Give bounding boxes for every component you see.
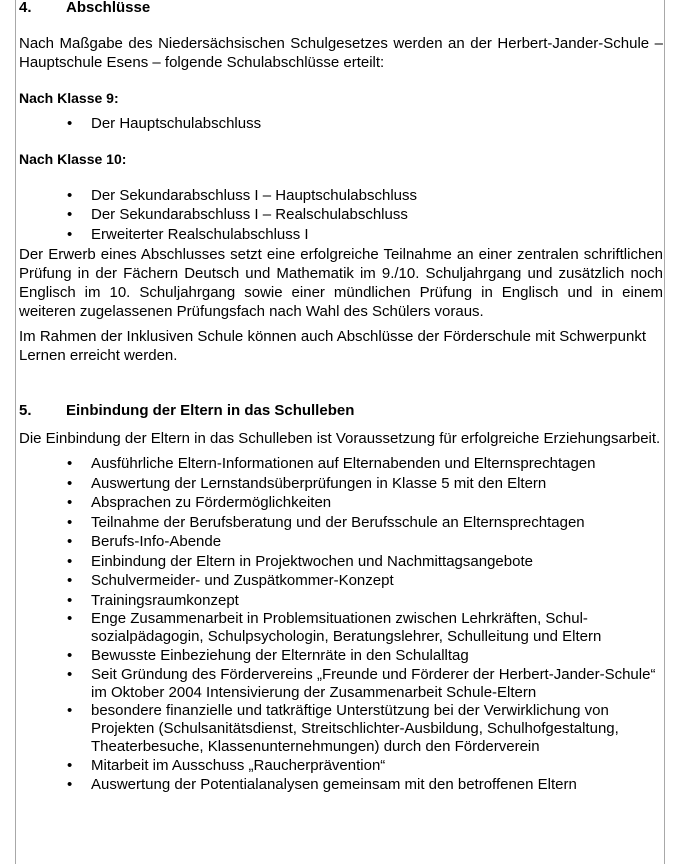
list-item: • besondere finanzielle und tatkräftige Unterstützung bei der Verwirklichung von Projekten (Schulsanitätsdienst, Streitschlichter-Ausbildung, Schulhofgestaltung, Theaterbesuche, Klassenunternehmungen) durch den Förderverein — [19, 702, 663, 756]
list-item: • Teilnahme der Berufsberatung und der Berufsschule an Elternsprechtagen — [19, 513, 663, 533]
klasse-9-list — [19, 114, 663, 134]
section-4-intro: Nach Maßgabe des Niedersächsischen Schulgesetzes werden an der Herbert-Jander-Schule – Hauptschule Esens – folgende Schulabschlüsse erteilt: — [19, 35, 663, 71]
list-item: • Der Sekundarabschluss I – Realschulabschluss — [19, 205, 663, 225]
list-item: • Der Hauptschulabschluss — [19, 114, 663, 134]
section-5-heading — [19, 401, 663, 420]
list-item: • Seit Gründung des Fördervereins „Freunde und Förderer der Herbert-Jander-Schule“ im Oktober 2004 Intensivierung der Zusammenarbeit Schule-Eltern — [19, 666, 663, 702]
section-5-intro: Die Einbindung der Eltern in das Schulleben ist Voraussetzung für erfolgreiche Erziehungsarbeit. — [19, 430, 661, 447]
parent-involvement-list — [19, 454, 663, 795]
klasse-10-list — [19, 186, 663, 245]
list-item: • Berufs-Info-Abende — [19, 532, 663, 552]
list-item: • Bewusste Einbeziehung der Elternräte in den Schulalltag — [19, 646, 663, 666]
klasse-10-label: Nach Klasse 10: — [19, 150, 127, 167]
section-4-paragraph-exam: Der Erwerb eines Abschlusses setzt eine erfolgreiche Teilnahme an einer zentralen schriftlichen Prüfung in der Fächern Deutsch und Mathematik im 9./10. Schuljahrgang und zusätzlich noch Englisch im 10. Schuljahrgang sowie einer mündlichen Prüfung in Englisch und in einem weiteren zugelassenen Prüfungsfach nach Wahl des Schülers voraus. — [19, 246, 663, 320]
list-item: • Mitarbeit im Ausschuss „Raucherprävention“ — [19, 756, 663, 776]
list-item: • Enge Zusammenarbeit in Problemsituationen zwischen Lehrkräften, Schul-sozialpädagogin, Schulpsychologin, Beratungslehrer, Schulleitung und Eltern — [19, 610, 663, 646]
section-4-paragraph-inclusion: Im Rahmen der Inklusiven Schule können auch Abschlüsse der Förderschule mit Schwerpunkt Lernen erreicht werden. — [19, 328, 646, 364]
list-item: • Einbindung der Eltern in Projektwochen und Nachmittagsangebote — [19, 552, 663, 572]
section-4-title: Abschlüsse — [66, 0, 151, 16]
list-item: • Auswertung der Lernstandsüberprüfungen in Klasse 5 mit den Eltern — [19, 474, 663, 494]
list-item: • Auswertung der Potentialanalysen gemeinsam mit den betroffenen Eltern — [19, 775, 663, 795]
list-item: • Erweiterter Realschulabschluss I — [19, 225, 663, 245]
section-5-number: 5. — [19, 402, 32, 419]
section-4-heading — [19, 0, 663, 17]
klasse-9-label: Nach Klasse 9: — [19, 90, 119, 106]
list-item: • Ausführliche Eltern-Informationen auf Elternabenden und Elternsprechtagen — [19, 454, 663, 474]
page-border-left — [15, 0, 16, 864]
list-item: • Der Sekundarabschluss I – Hauptschulabschluss — [19, 186, 663, 206]
list-item: • Absprachen zu Fördermöglichkeiten — [19, 493, 663, 513]
page-border-right — [664, 0, 665, 864]
section-4-number: 4. — [19, 0, 32, 16]
document-content — [19, 0, 663, 795]
list-item: • Schulvermeider- und Zuspätkommer-Konzept — [19, 571, 663, 591]
list-item: • Trainingsraumkonzept — [19, 591, 663, 611]
section-5-title: Einbindung der Eltern in das Schulleben — [66, 402, 355, 419]
